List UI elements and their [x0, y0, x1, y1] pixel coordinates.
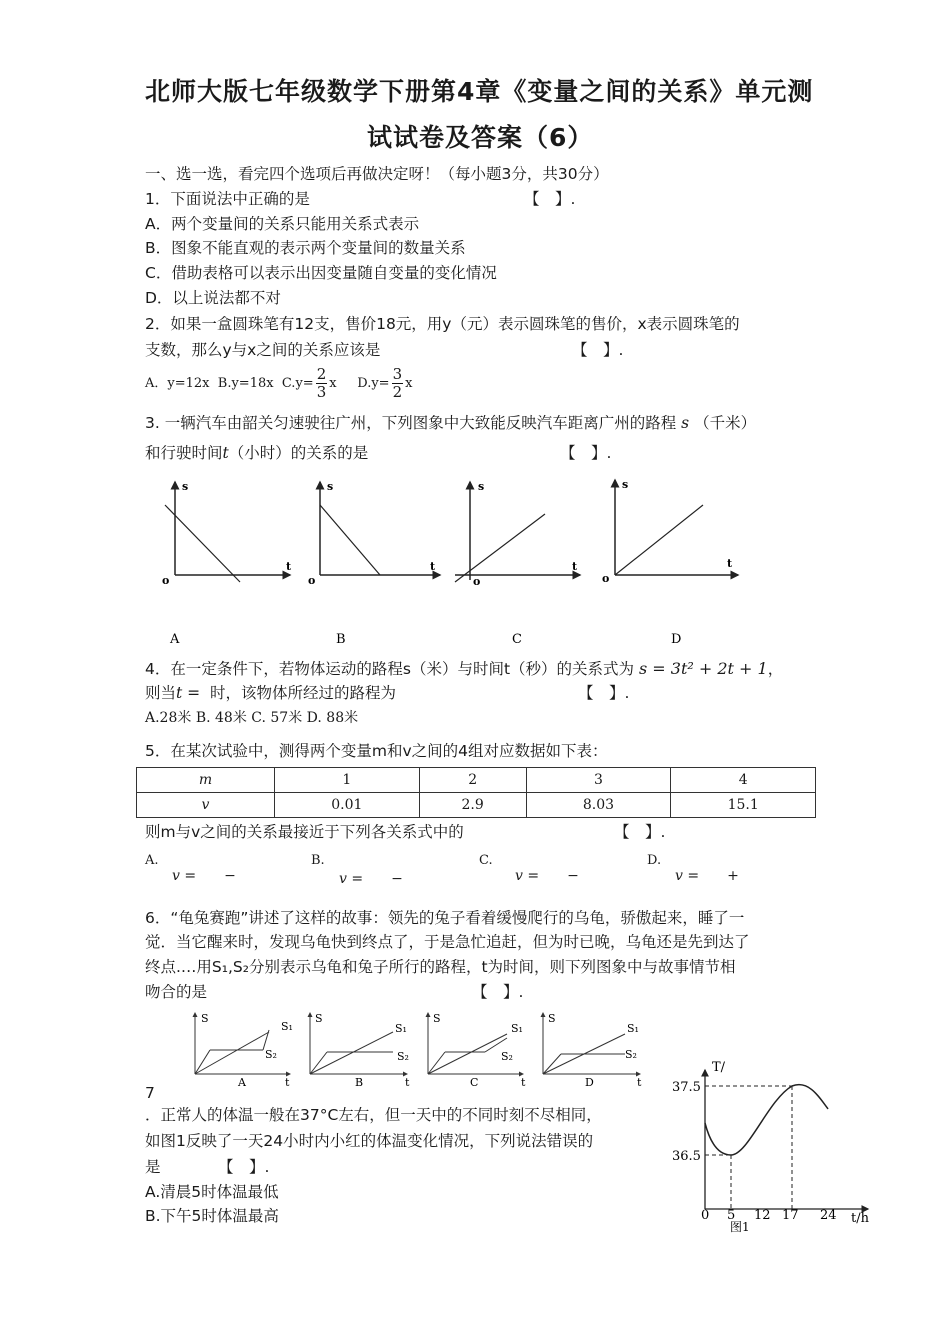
q2-options [145, 362, 412, 406]
q6-label-d: D [585, 1076, 594, 1089]
q6-graphs [185, 1008, 655, 1093]
q6-label-b: B [355, 1076, 364, 1089]
fig1-y-label: T/ [712, 1060, 726, 1075]
q6-d-s2: S₂ [625, 1048, 637, 1061]
fig1-x-label: t/h [851, 1211, 869, 1226]
q5-option-d-label: D. [647, 853, 662, 868]
fig1-x-tick-12: 12 [754, 1208, 771, 1223]
q2-d-var: x [405, 376, 413, 391]
q3-symbol-s: s [681, 414, 690, 432]
q3-graph-d [602, 478, 738, 647]
q1-stem: 1．下面说法中正确的是 [145, 190, 310, 208]
q4-options: A.28米 B. 48米 C. 57米 D. 88米 [145, 710, 359, 726]
q6-b-s2: S₂ [397, 1050, 409, 1063]
q2-c-denominator: 3 [316, 383, 327, 401]
q5-option-c-label: C. [479, 853, 493, 868]
q4-text2a: 则当 [145, 684, 177, 702]
q6-b-s1: S₁ [395, 1022, 407, 1035]
q4-t-eq: t = [176, 684, 201, 702]
q6-c-axis-S: S [433, 1012, 441, 1025]
figure-1-temperature-chart [668, 1055, 878, 1240]
q3-symbol-t: t [222, 444, 229, 462]
q5-cell-m: m [137, 768, 275, 793]
q6-graph-d [543, 1012, 642, 1089]
q7-number: 7 [145, 1084, 155, 1102]
q3-label-a: A [170, 632, 180, 647]
q3-graph-c [455, 480, 580, 647]
page-title-line1: 北师大版七年级数学下册第4章《变量之间的关系》单元测 [145, 77, 814, 106]
q5-option-d-expr: v = + [675, 868, 739, 884]
q2-d-numerator: 3 [392, 365, 403, 383]
q1-option-a: A．两个变量间的关系只能用关系式表示 [145, 215, 420, 233]
q7-option-b: B.下午5时体温最高 [145, 1207, 279, 1225]
q3-label-c: C [512, 632, 522, 647]
q5-cell: 3 [526, 768, 671, 793]
q7-line3: 是 [145, 1158, 161, 1176]
q3-a-axis-t: t [286, 560, 292, 573]
q2-line2: 支数，那么y与x之间的关系应该是 [145, 341, 381, 359]
q3-b-axis-s: s [327, 480, 334, 493]
q6-c-s2: S₂ [501, 1050, 513, 1063]
q5-cell: 0.01 [275, 793, 420, 818]
q6-line2: 觉．当它醒来时，发现乌龟快到终点了，于是急忙追赶，但为时已晚，乌龟还是先到达了 [145, 933, 750, 951]
q6-b-axis-t: t [405, 1076, 410, 1089]
q3-c-origin: o [473, 575, 481, 588]
q4-text2c: 时，该物体所经过的路程为 [210, 684, 397, 702]
q2-option-c-fraction [316, 366, 328, 401]
q3-b-axis-t: t [430, 560, 436, 573]
q2-bracket: 【 】. [572, 341, 624, 359]
q5-option-b-expr: v = − [339, 871, 403, 887]
q4-formula: s = 3t² + 2t + 1 [638, 659, 768, 678]
q6-line3: 终点.…用S₁,S₂分别表示乌龟和兔子所行的路程，t为时间，则下列图象中与故事情节相 [145, 958, 736, 976]
q3-bracket: 【 】. [560, 444, 612, 462]
q6-graph-c [428, 1012, 526, 1089]
q5-cell: 1 [275, 768, 420, 793]
q5-cell: 2 [419, 768, 526, 793]
q5-table-row-m [137, 768, 816, 793]
q2-c-numerator: 2 [316, 365, 327, 383]
q6-a-s2: S₂ [265, 1048, 277, 1061]
q5-line1: 5．在某次试验中，测得两个变量m和v之间的4组对应数据如下表： [145, 742, 608, 760]
q3-text2a: 和行驶时间 [145, 444, 223, 462]
q3-text2b: （小时）的关系的是 [228, 444, 369, 462]
q2-option-d-fraction [392, 366, 404, 401]
q3-graph-a [162, 480, 292, 647]
q6-d-axis-t: t [637, 1076, 642, 1089]
q6-a-axis-S: S [201, 1012, 209, 1025]
q6-c-axis-t: t [521, 1076, 526, 1089]
q7-option-a: A.清晨5时体温最低 [145, 1183, 279, 1201]
q3-label-b: B [336, 632, 346, 647]
q6-a-axis-t: t [285, 1076, 290, 1089]
q3-text1: 3. 一辆汽车由韶关匀速驶往广州，下列图象中大致能反映汽车距离广州的路程 [145, 414, 677, 432]
q4-line1 [145, 659, 783, 679]
q2-c-var: x [329, 376, 337, 391]
q2-line1: 2．如果一盒圆珠笔有12支，售价18元，用y（元）表示圆珠笔的售价，x表示圆珠笔的 [145, 315, 740, 333]
q2-option-c: C.y= [281, 376, 314, 391]
q3-c-axis-s: s [478, 480, 485, 493]
q3-graph-b [308, 480, 440, 647]
q5-bracket: 【 】. [614, 823, 666, 841]
q3-line2 [145, 443, 368, 463]
q3-graphs [140, 470, 780, 660]
q6-line4: 吻合的是 [145, 983, 208, 1001]
q2-option-d: D.y= [357, 376, 390, 391]
q1-option-c: C．借助表格可以表示出因变量随自变量的变化情况 [145, 264, 497, 282]
q6-d-s1: S₁ [627, 1022, 639, 1035]
q4-comma: ， [767, 660, 784, 678]
fig1-x-tick-0: 0 [701, 1208, 710, 1223]
section-heading: 一、选一选，看完四个选项后再做决定呀！（每小题3分，共30分） [145, 165, 609, 183]
fig1-temperature-curve [705, 1085, 828, 1155]
q1-option-d: D．以上说法都不对 [145, 289, 281, 307]
q5-cell: 2.9 [419, 793, 526, 818]
q2-d-denominator: 2 [392, 383, 403, 401]
fig1-y-tick-low: 36.5 [672, 1149, 701, 1164]
q3-b-origin: o [308, 574, 316, 587]
q2-option-a: A．y=12x [145, 376, 210, 391]
page-title-line2: 试试卷及答案（6） [367, 123, 594, 152]
fig1-x-tick-17: 17 [782, 1208, 799, 1223]
q6-bracket: 【 】. [472, 983, 524, 1001]
q4-line2 [145, 683, 396, 703]
q7-bracket: 【 】. [218, 1158, 270, 1176]
q6-label-c: C [470, 1076, 479, 1089]
q3-d-axis-s: s [622, 478, 629, 491]
q5-option-a-label: A. [145, 853, 159, 868]
fig1-x-tick-24: 24 [820, 1208, 837, 1223]
q4-text1: 4．在一定条件下，若物体运动的路程s（米）与时间t（秒）的关系式为 [145, 660, 635, 678]
q7-line1: ．正常人的体温一般在37°C左右，但一天中的不同时刻不尽相同， [145, 1106, 602, 1124]
q5-table [136, 767, 816, 818]
q4-bracket: 【 】. [578, 684, 630, 702]
q3-unit-s: （千米） [694, 414, 757, 432]
q6-graph-b [310, 1012, 410, 1089]
q2-option-b: B.y=18x [217, 376, 274, 391]
q1-bracket: 【 】. [524, 190, 576, 208]
q5-cell: 15.1 [671, 793, 816, 818]
q3-a-axis-s: s [182, 480, 189, 493]
fig1-x-tick-5: 5 [727, 1208, 736, 1223]
fig1-y-tick-high: 37.5 [672, 1080, 701, 1095]
q5-cell: 8.03 [526, 793, 671, 818]
q3-d-origin: o [602, 572, 610, 585]
q6-a-s1: S₁ [281, 1020, 293, 1033]
q5-cell: 4 [671, 768, 816, 793]
q3-d-axis-t: t [727, 557, 733, 570]
q6-c-s1: S₁ [511, 1022, 523, 1035]
q6-b-axis-S: S [315, 1012, 323, 1025]
fig1-caption: 图1 [730, 1220, 750, 1234]
q7-line2: 如图1反映了一天24小时内小红的体温变化情况，下列说法错误的 [145, 1132, 594, 1150]
q3-label-d: D [671, 632, 682, 647]
q6-label-a: A [238, 1076, 246, 1089]
q5-line2: 则m与v之间的关系最接近于下列各关系式中的 [145, 823, 464, 841]
q1-option-b: B．图象不能直观的表示两个变量间的数量关系 [145, 239, 466, 257]
q3-c-axis-t: t [572, 560, 578, 573]
q5-option-c-expr: v = − [515, 868, 579, 884]
q6-graph-a [195, 1012, 293, 1089]
q5-table-row-v [137, 793, 816, 818]
q5-option-b-label: B. [311, 853, 325, 868]
q6-line1: 6．“龟兔赛跑”讲述了这样的故事：领先的兔子看着缓慢爬行的乌龟，骄傲起来，睡了一 [145, 909, 745, 927]
q5-option-a-expr: v = − [172, 868, 236, 884]
q6-d-axis-S: S [548, 1012, 556, 1025]
q3-a-origin: o [162, 574, 170, 587]
q3-line1 [145, 413, 756, 433]
q5-cell-v: v [137, 793, 275, 818]
